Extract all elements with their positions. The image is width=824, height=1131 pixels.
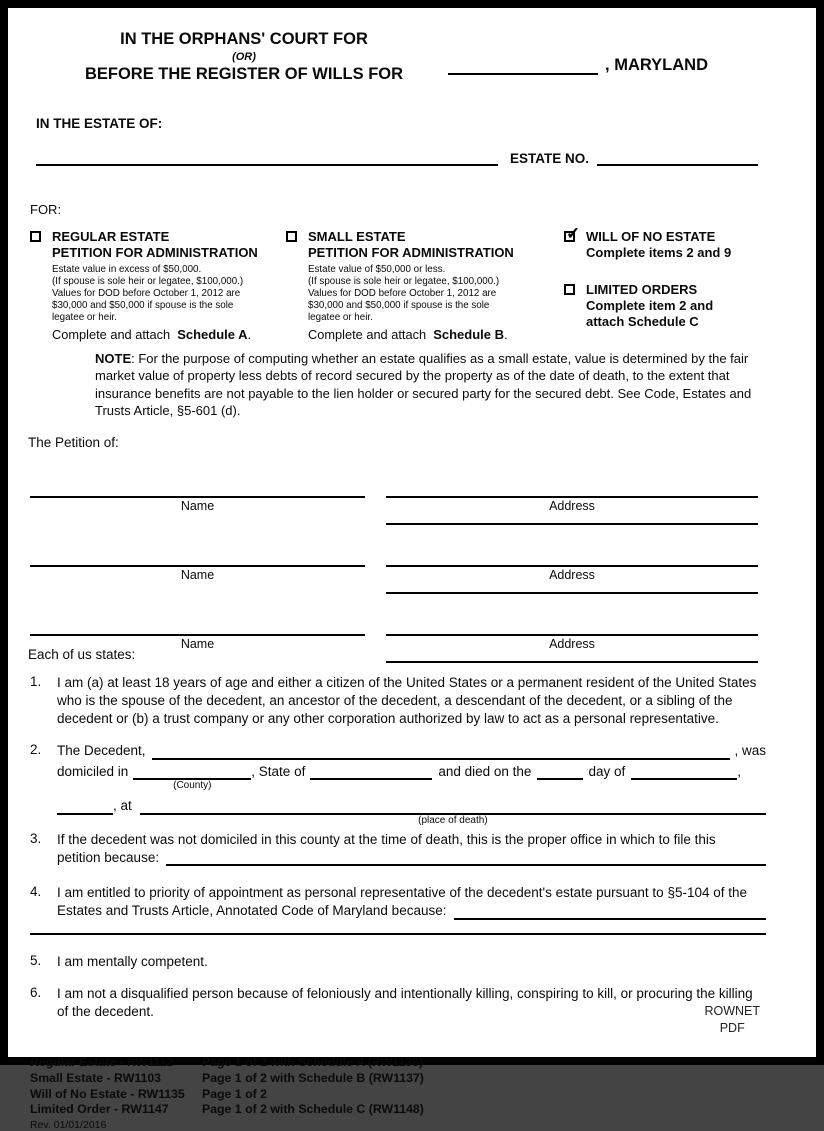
rownet-pdf-stamp: ROWNET PDF [704,1004,760,1036]
statement-1-text: I am (a) at least 18 years of age and either a citizen of the United States or a permanent resident of the United States who is the spouse of the decedent, an ancestor of the decedent, a descendant of the decedent, or a sibling of the decedent or (b) a trust company or any other corporation authorized by law to act as a personal representative. [57,674,757,726]
form-ref: Will of No Estate - RW1135 [30,1086,185,1101]
page-ref: Page 1 of 2 with Schedule A (RW1136) [202,1055,423,1070]
option-limited-orders [564,282,766,331]
priority-because-blank[interactable] [454,906,766,920]
petitioner-1-name-line[interactable] [30,484,365,498]
schedule-b-ref: Schedule B [433,327,505,343]
form-footer [30,1055,766,1131]
petitioner-row-2 [30,553,758,594]
decedent-name-blank[interactable] [152,746,731,760]
form-ref: Limited Order - RW1147 [30,1102,169,1117]
statement-6-text: I am not a disqualified person because of feloniously and intentionally killing, conspiring to kill, or procuring the killing of the decedent. [57,986,753,1020]
county-blank[interactable] [133,766,251,792]
small-estate-attach-note: Complete and attach Schedule B. [308,327,508,343]
name-caption: Name [180,636,215,651]
statement-4-line1: I am entitled to priority of appointment as personal representative of the decedent's estate pursuant to §5-104 of the [57,885,748,901]
address-caption: Address [549,636,595,651]
address-caption: Address [549,567,595,582]
petitioner-1-address-line-2[interactable] [386,523,758,525]
death-day-blank[interactable] [537,766,583,780]
county-blank-line[interactable] [448,59,598,75]
page-ref: Page 1 of 2 with Schedule C (RW1148) [202,1102,424,1117]
for-label: FOR: [30,202,62,217]
form-header [28,8,766,104]
estate-no-label: ESTATE NO. [510,151,590,166]
option-will-of-no-estate [564,224,766,262]
statement-2 [30,742,766,826]
small-estate-fineprint: Estate value of $50,000 or less. (If spouse is sole heir or legatee, $100,000.) Values for DOD before October 1, 2012 are $30,000 and $50,000 if spouse is the sole legatee or heir. [308,263,500,324]
petitioner-3-name-line[interactable] [30,622,365,636]
statement-1 [30,674,766,728]
item-number: 4. [30,884,42,900]
statement-3-line1: If the decedent was not domiciled in this county at the time of death, this is the proper office in which to file this [57,831,716,847]
item-number: 1. [30,673,42,689]
form-ref: Small Estate - RW1103 [30,1070,162,1085]
petitioner-row-1 [30,484,758,525]
item-number: 6. [30,985,42,1001]
small-estate-title: SMALL ESTATE PETITION FOR ADMINISTRATION [308,229,514,261]
limited-orders-checkbox[interactable] [564,284,575,295]
petitioner-2-address-line-2[interactable] [386,592,758,594]
petitioner-3-address-line-2[interactable] [386,661,758,663]
form-ref: Regular Estate - RW1112 [30,1055,174,1070]
form-number-table [30,1055,766,1118]
regular-estate-checkbox[interactable] [30,231,41,242]
statement-5-text: I am mentally competent. [57,953,208,969]
in-the-estate-of-label: IN THE ESTATE OF: [36,116,163,131]
maryland-label: , MARYLAND [605,56,708,74]
schedule-a-ref: Schedule A [177,327,248,343]
petitioner-2-name-line[interactable] [30,553,365,567]
will-of-no-estate-title: WILL OF NO ESTATE Complete items 2 and 9 [586,229,732,261]
place-of-death-caption: (place of death) [418,814,488,826]
statement-4-line2: Estates and Trusts Article, Annotated Code of Maryland because: [57,902,766,920]
statement-6 [30,985,766,1021]
priority-because-blank-line-2[interactable] [30,933,766,935]
estate-name-blank-line[interactable] [36,152,498,166]
death-month-blank[interactable] [631,766,737,780]
statement-4 [30,884,766,920]
death-year-blank[interactable] [57,801,113,815]
statement-3-line2: petition because: [57,849,766,867]
statement-5 [30,953,766,971]
place-of-death-row: , at (place of death) [57,797,766,815]
petitioner-row-3 [30,622,758,663]
revision-date: Rev. 01/01/2016 [30,1119,107,1131]
option-small-estate [286,229,564,342]
item-number: 3. [30,830,42,846]
or-separator: (OR) [232,51,256,64]
petitioner-1-address-line[interactable] [386,484,758,498]
page-ref: Page 1 of 2 with Schedule B (RW1137) [202,1070,424,1085]
name-caption: Name [180,567,215,582]
petitioner-2-address-line[interactable] [386,553,758,567]
name-caption: Name [180,498,215,513]
checkmark-icon: ✓ [566,224,581,243]
option-will-and-limited [564,224,766,342]
petitioner-3-address-line[interactable] [386,622,758,636]
note-label: NOTE [95,351,132,367]
orphans-court-title: IN THE ORPHANS' COURT FOR [120,30,368,48]
estate-type-options [30,224,766,343]
estate-no-blank-line[interactable] [597,152,758,166]
domicile-row: domiciled in (County) , State of and died on the day of , [57,763,741,792]
small-estate-checkbox[interactable] [286,231,297,242]
court-title-block [68,30,420,83]
page-ref: Page 1 of 2 [202,1086,267,1101]
regular-estate-attach-note: Complete and attach Schedule A. [52,327,252,343]
item-number: 5. [30,952,42,968]
petition-of-label: The Petition of: [28,434,119,450]
statement-3 [30,831,766,867]
form-content [8,8,816,1131]
decedent-name-row: The Decedent, , was [57,743,766,759]
will-of-no-estate-checkbox[interactable] [564,224,581,243]
small-estate-note: NOTE: For the purpose of computing whether an estate qualifies as a small estate, value is determined by the fair market value of property less debts of record secured by the property as of the date of death, to the extent that insurance benefits are not payable to the lien holder or secured party for the secured debt. See Code, Estates and Trusts Article, §5-601 (d). [95,351,752,418]
county-caption: (County) [173,780,212,792]
petition-because-blank[interactable] [166,852,766,866]
item-number: 2. [30,742,42,758]
state-blank[interactable] [310,766,432,780]
address-caption: Address [549,498,595,513]
county-entry [448,56,708,75]
option-regular-estate [30,229,286,342]
limited-orders-title: LIMITED ORDERS Complete item 2 and attach Schedule C [586,281,714,329]
estate-row [36,151,758,166]
register-of-wills-title: BEFORE THE REGISTER OF WILLS FOR [84,65,404,84]
each-of-us-states-label: Each of us states: [28,646,136,662]
regular-estate-title: REGULAR ESTATE PETITION FOR ADMINISTRATION [52,229,258,261]
regular-estate-fineprint: Estate value in excess of $50,000. (If spouse is sole heir or legatee, $100,000.) Values for DOD before October 1, 2012 are $30,000 and $50,000 if spouse is the sole legatee or heir. [52,263,244,324]
